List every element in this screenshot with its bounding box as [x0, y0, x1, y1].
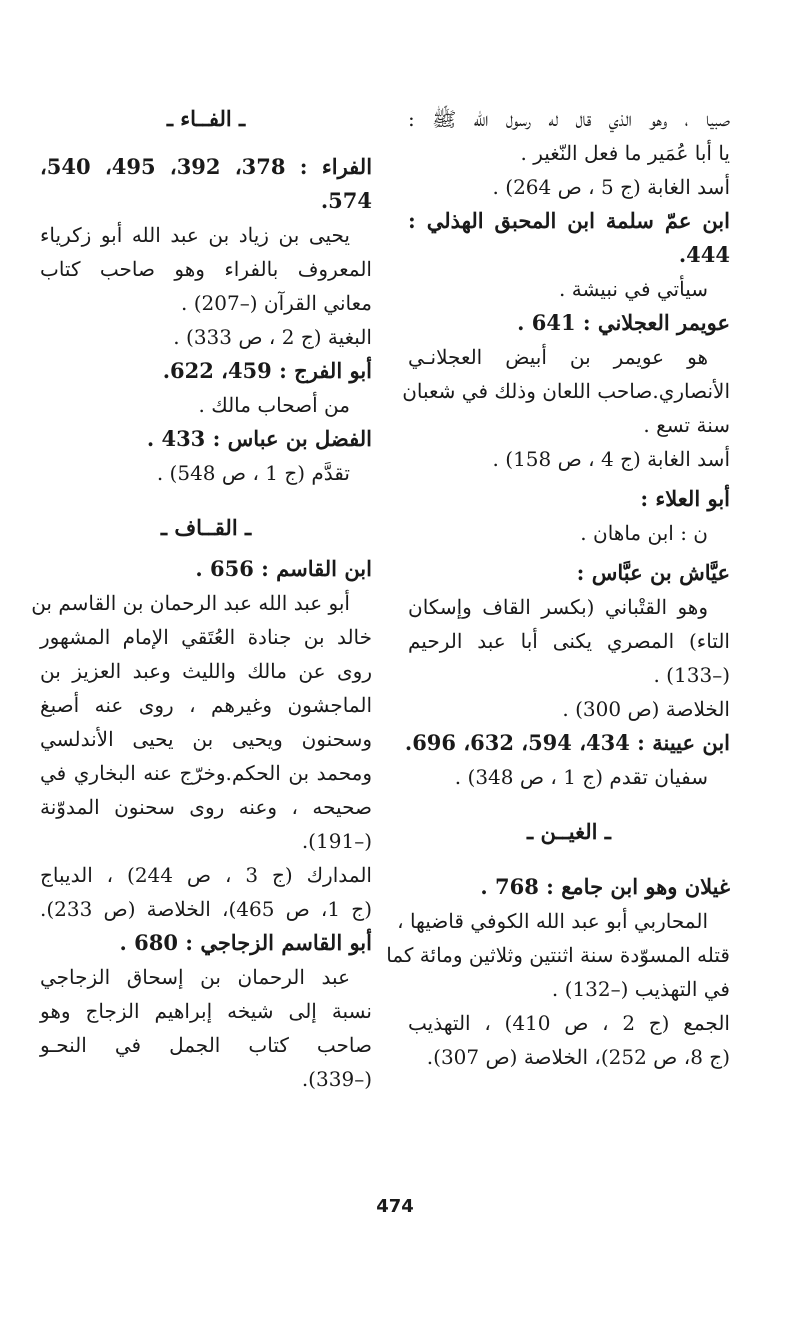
- text-line: الماجشون وغيرهم ، روى عنه أصبغ: [40, 693, 372, 717]
- left-column: [31, 102, 373, 1096]
- text-line: التاء) المصري يكنى أبا عبد الرحيم: [408, 629, 730, 653]
- text-line: وسحنون ويحيى بن يحيى الأندلسي: [40, 727, 372, 751]
- citation-line: (ج 8، ص 252)، الخلاصة (ص 307).: [426, 1045, 730, 1069]
- text-line: يا أبا عُمَير ما فعل النّغير .: [520, 141, 730, 165]
- text-line: قتله المسوّدة سنة اثنتين وثلاثين ومائة كما: [386, 943, 730, 967]
- entry-heading: الفراء : 378، 392، 495، 540،: [40, 154, 373, 179]
- entry-heading: عيَّاش بن عبَّاس :: [576, 560, 730, 585]
- text-line: عبد الرحمان بن إسحاق الزجاجي: [40, 965, 350, 989]
- text-line: من أصحاب مالك .: [198, 393, 350, 417]
- text-line: (–133) .: [653, 663, 730, 687]
- entry-heading: أبو القاسم الزجاجي : 680 .: [119, 930, 372, 955]
- entry-heading: غيلان وهو ابن جامع : 768 .: [480, 874, 730, 899]
- entry-heading: الفضل بن عباس : 433 .: [146, 426, 372, 451]
- text-line: خالد بن جنادة العُتَقي الإمام المشهور: [40, 625, 372, 649]
- citation-line: تقدَّم (ج 1 ، ص 548) .: [156, 461, 350, 485]
- citation-line: المدارك (ج 3 ، ص 244) ، الديباج: [40, 863, 372, 887]
- text-line: ومحمد بن الحكم.وخرّج عنه البخاري في: [40, 761, 372, 785]
- text-line: وهو القتْباني (بكسر القاف وإسكان: [408, 595, 708, 619]
- section-heading-qaf: ـ القــاف ـ: [160, 515, 252, 540]
- citation-line: البغية (ج 2 ، ص 333) .: [173, 325, 372, 349]
- text-line: نسبة إلى شيخه إبراهيم الزجاج وهو: [40, 999, 372, 1023]
- text-line: روى عن مالك والليث وعبد العزيز بن: [40, 659, 372, 683]
- text-line: معاني القرآن (–207) .: [181, 291, 372, 315]
- entry-heading: أبو العلاء :: [640, 486, 730, 511]
- entry-heading: أبو الفرج : 459، 622.: [162, 358, 372, 383]
- citation-line: الجمع (ج 2 ، ص 410) ، التهذيب: [408, 1011, 730, 1035]
- text-line: سيأتي في نبيشة .: [559, 277, 708, 301]
- text-line: في التهذيب (–132) .: [551, 977, 730, 1001]
- text-line: صحيحه ، وعنه روى سحنون المدوّنة: [40, 795, 372, 819]
- citation-line: أسد الغابة (ج 5 ، ص 264) .: [492, 175, 730, 199]
- entry-heading-cont: 444.: [678, 242, 730, 267]
- page-number: 474: [376, 1196, 414, 1217]
- text-line: صاحب كتاب الجمل في النحـو: [40, 1033, 372, 1057]
- text-line: صبيا ، وهو الذي قال له رسول الله ﷺ :: [408, 107, 730, 131]
- section-heading-ghain: ـ الغيــن ـ: [527, 819, 611, 844]
- text-line: هو عويمر بن أبيض العجلانـي: [408, 345, 708, 369]
- entry-heading: ابن عمّ سلمة ابن المحبق الهذلي :: [408, 208, 730, 233]
- entry-heading: ابن عيينة : 434، 594، 632، 696.: [404, 730, 730, 755]
- text-line: أبو عبد الله عبد الرحمان بن القاسم بن: [31, 591, 350, 615]
- text-line: (–191).: [301, 829, 372, 853]
- text-line: سنة تسع .: [643, 413, 730, 437]
- citation-line: أسد الغابة (ج 4 ، ص 158) .: [492, 447, 730, 471]
- text-line: المعروف بالفراء وهو صاحب كتاب: [40, 257, 372, 281]
- right-column: [386, 102, 730, 1074]
- entry-heading-cont: 574.: [320, 188, 372, 213]
- text-line: يحيى بن زياد بن عبد الله أبو زكرياء: [40, 223, 350, 247]
- section-heading-fa: ـ الفــاء ـ: [166, 106, 246, 131]
- text-line: الأنصاري.صاحب اللعان وذلك في شعبان: [402, 379, 730, 403]
- citation-line: الخلاصة (ص 300) .: [562, 697, 730, 721]
- entry-heading: عويمر العجلاني : 641 .: [517, 310, 730, 335]
- text-line: المحاربي أبو عبد الله الكوفي قاضيها ،: [397, 909, 708, 933]
- citation-line: (ج 1، ص 465)، الخلاصة (ص 233).: [40, 897, 373, 921]
- text-line: ن : ابن ماهان .: [580, 521, 708, 545]
- text-line: (–339).: [301, 1067, 372, 1091]
- entry-heading: ابن القاسم : 656 .: [195, 556, 372, 581]
- citation-line: سفيان تقدم (ج 1 ، ص 348) .: [454, 765, 708, 789]
